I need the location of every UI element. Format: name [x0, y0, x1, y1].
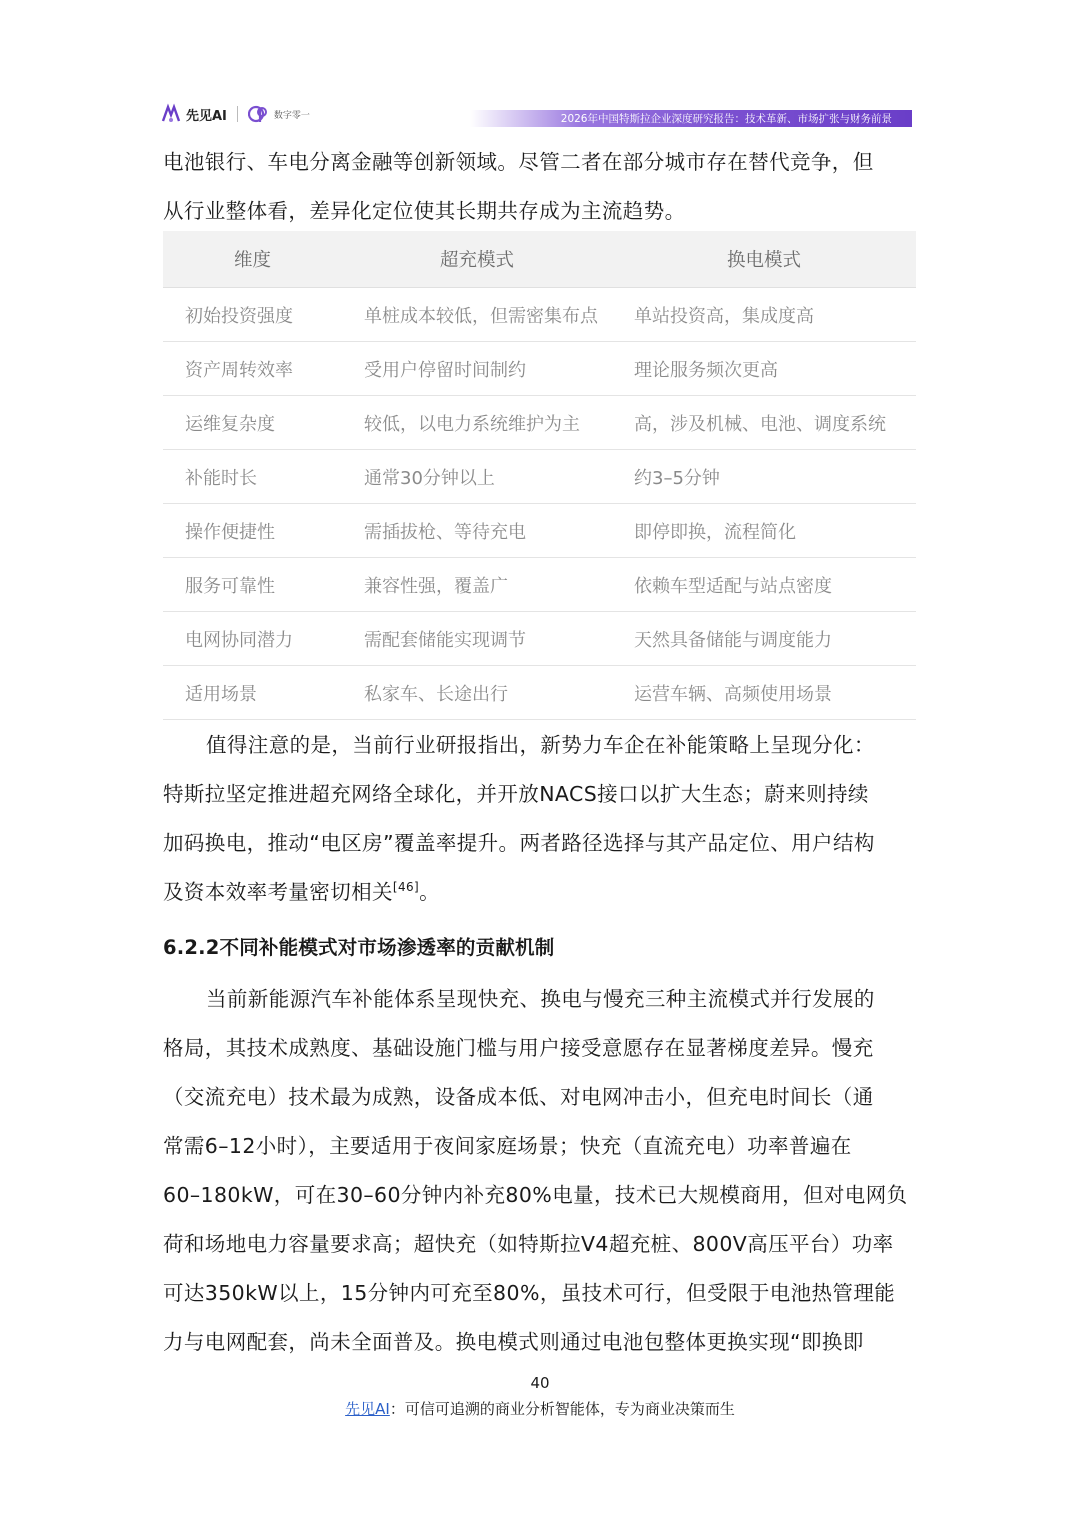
text-fragment: 。	[419, 880, 441, 904]
table-cell: 电网协同潜力	[163, 612, 342, 666]
table-row	[163, 612, 916, 666]
partner-text: 数字零一	[273, 110, 310, 121]
text-line: 从行业整体看，差异化定位使其长期共存成为主流趋势。	[163, 199, 686, 223]
table-cell: 服务可靠性	[163, 558, 342, 612]
table-cell: 运维复杂度	[163, 396, 342, 450]
paragraph-strategy	[163, 721, 918, 917]
logo-divider	[237, 106, 238, 122]
table-cell: 操作便捷性	[163, 504, 342, 558]
table-row	[163, 396, 916, 450]
table-cell: 通常30分钟以上	[342, 450, 612, 504]
partner-logo-icon	[248, 104, 268, 124]
text-line: 力与电网配套，尚未全面普及。换电模式则通过电池包整体更换实现“即换即	[163, 1330, 864, 1354]
footer-tagline: ：可信可追溯的商业分析智能体，专为商业决策而生	[389, 1400, 735, 1418]
table-cell: 初始投资强度	[163, 288, 342, 342]
table-cell: 即停即换，流程简化	[612, 504, 916, 558]
text-line: 常需6–12小时），主要适用于夜间家庭场景；快充（直流充电）功率普遍在	[163, 1134, 852, 1158]
text-line: （交流充电）技术最为成熟，设备成本低、对电网冲击小，但充电时间长（通	[163, 1085, 874, 1109]
section-heading: 6.2.2不同补能模式对市场渗透率的贡献机制	[163, 936, 555, 959]
column-header: 维度	[163, 231, 342, 288]
header-title-bar	[470, 110, 912, 127]
column-header: 换电模式	[612, 231, 916, 288]
text-line	[163, 868, 918, 917]
text-line: 荷和场地电力容量要求高；超快充（如特斯拉V4超充桩、800V高压平台）功率	[163, 1232, 894, 1256]
table-row	[163, 558, 916, 612]
table-cell: 单桩成本较低，但需密集布点	[342, 288, 612, 342]
text-line: 特斯拉坚定推进超充网络全球化，并开放NACS接口以扩大生态；蔚来则持续	[163, 782, 869, 806]
table-cell: 天然具备储能与调度能力	[612, 612, 916, 666]
comparison-table	[163, 231, 916, 720]
table-header-row	[163, 231, 916, 288]
table-cell: 兼容性强，覆盖广	[342, 558, 612, 612]
table-row	[163, 288, 916, 342]
page-number: 40	[530, 1374, 550, 1392]
table-cell: 运营车辆、高频使用场景	[612, 666, 916, 720]
table-row	[163, 666, 916, 720]
logo-text: 先见AI	[186, 108, 227, 124]
brand-logo-icon	[160, 103, 182, 125]
text-line: 值得注意的是，当前行业研报指出，新势力车企在补能策略上呈现分化：	[206, 733, 875, 757]
text-line: 加码换电，推动“电区房”覆盖率提升。两者路径选择与其产品定位、用户结构	[163, 831, 875, 855]
text-line: 格局，其技术成熟度、基础设施门槛与用户接受意愿存在显著梯度差异。慢充	[163, 1036, 874, 1060]
table-cell: 私家车、长途出行	[342, 666, 612, 720]
footer-link[interactable]: 先见AI	[345, 1400, 390, 1418]
table-cell: 适用场景	[163, 666, 342, 720]
table-cell: 单站投资高，集成度高	[612, 288, 916, 342]
table-cell: 依赖车型适配与站点密度	[612, 558, 916, 612]
report-title: 2026年中国特斯拉企业深度研究报告：技术革新、市场扩张与财务前景	[560, 113, 892, 125]
citation-ref[interactable]: [46]	[392, 880, 420, 895]
table-row	[163, 504, 916, 558]
table-cell: 需插拔枪、等待充电	[342, 504, 612, 558]
section-heading-block	[163, 928, 918, 968]
table-cell: 需配套储能实现调节	[342, 612, 612, 666]
table-row	[163, 342, 916, 396]
text-line: 当前新能源汽车补能体系呈现快充、换电与慢充三种主流模式并行发展的	[206, 987, 875, 1011]
table-row	[163, 450, 916, 504]
page-footer	[0, 1398, 1080, 1419]
table-cell: 较低，以电力系统维护为主	[342, 396, 612, 450]
text-fragment: 及资本效率考量密切相关	[163, 880, 393, 904]
logo	[160, 102, 310, 126]
text-line: 电池银行、车电分离金融等创新领域。尽管二者在部分城市存在替代竞争，但	[163, 150, 874, 174]
text-line: 可达350kW以上，15分钟内可充至80%，虽技术可行，但受限于电池热管理能	[163, 1281, 896, 1305]
table-cell: 约3–5分钟	[612, 450, 916, 504]
text-line: 60–180kW，可在30–60分钟内补充80%电量，技术已大规模商用，但对电网负	[163, 1183, 908, 1207]
table-cell: 高，涉及机械、电池、调度系统	[612, 396, 916, 450]
paragraph-intro	[163, 138, 918, 236]
paragraph-penetration	[163, 975, 918, 1367]
page-header	[160, 100, 912, 128]
table-cell: 资产周转效率	[163, 342, 342, 396]
table-cell: 受用户停留时间制约	[342, 342, 612, 396]
table-cell: 补能时长	[163, 450, 342, 504]
column-header: 超充模式	[342, 231, 612, 288]
table-cell: 理论服务频次更高	[612, 342, 916, 396]
